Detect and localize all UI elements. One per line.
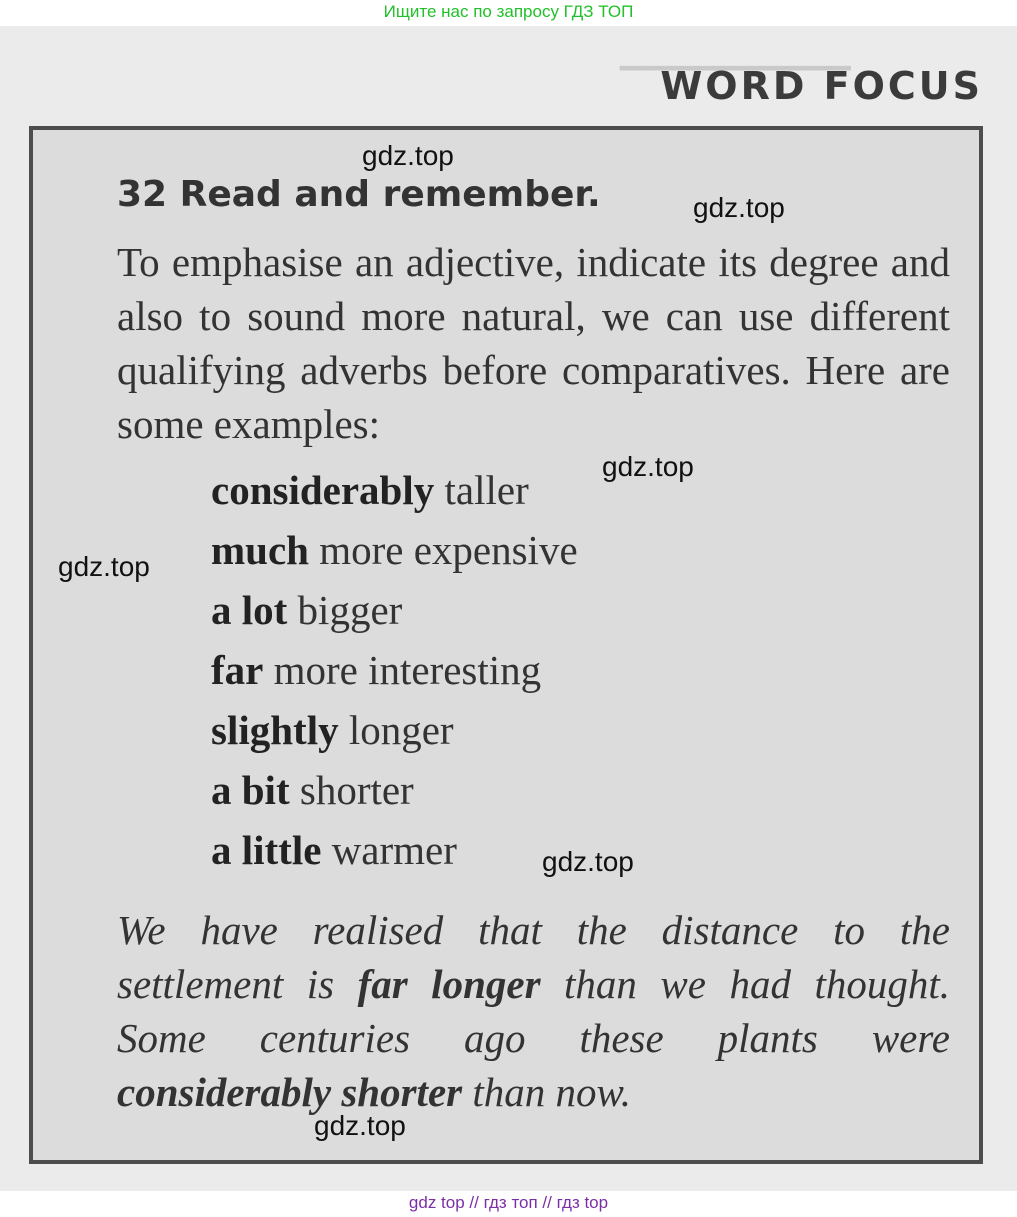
note-text-part: than now. (462, 1069, 632, 1115)
example-sentences (117, 903, 950, 1119)
example-item (211, 640, 578, 700)
example-item (211, 520, 578, 580)
note-text-part: than we had thought. Some centuries ago these plants were (117, 961, 951, 1061)
watermark: gdz.top (58, 551, 150, 582)
rule-text: To emphasise an adjective, indicate its degree and also to sound more natural, we can use different qualifying adverbs before comparatives. Here are some examples: (117, 239, 950, 447)
note-highlight: considerably shorter (117, 1069, 463, 1115)
example-item (211, 460, 578, 520)
bottom-banner[interactable]: gdz top // гдз топ // гдз top (0, 1191, 1017, 1217)
example-adverb: far (211, 647, 264, 693)
example-comparative: shorter (289, 767, 414, 813)
top-banner[interactable]: Ищите нас по запросу ГДЗ ТОП (0, 0, 1017, 26)
example-item (211, 760, 578, 820)
watermark: gdz.top (362, 140, 454, 171)
textbook-page (0, 26, 1017, 1191)
example-comparative: taller (434, 467, 529, 513)
exercise-box (29, 126, 983, 1164)
example-comparative: more expensive (308, 527, 578, 573)
examples-list (211, 460, 578, 880)
note-text-part: We have realised that the distance to the settlement is (117, 907, 950, 1007)
example-comparative: warmer (321, 827, 457, 873)
example-comparative: bigger (287, 587, 403, 633)
watermark: gdz.top (314, 1110, 406, 1141)
example-item (211, 580, 578, 640)
note-highlight: far longer (357, 961, 541, 1007)
example-comparative: more interesting (263, 647, 542, 693)
example-item (211, 700, 578, 760)
watermark: gdz.top (602, 451, 694, 482)
example-adverb: much (211, 527, 309, 573)
section-title: WORD FOCUS (660, 64, 983, 108)
example-adverb: considerably (211, 467, 435, 513)
example-item (211, 820, 578, 880)
watermark: gdz.top (542, 846, 634, 877)
example-adverb: a bit (211, 767, 290, 813)
exercise-heading: 32 Read and remember. (117, 174, 601, 215)
example-adverb: slightly (211, 707, 339, 753)
bleed-through-decoration: ▁▁▁▁▁▁▁▁▁▁ (620, 37, 851, 70)
example-adverb: a little (211, 827, 322, 873)
example-comparative: longer (338, 707, 454, 753)
example-adverb: a lot (211, 587, 288, 633)
watermark: gdz.top (693, 192, 785, 223)
